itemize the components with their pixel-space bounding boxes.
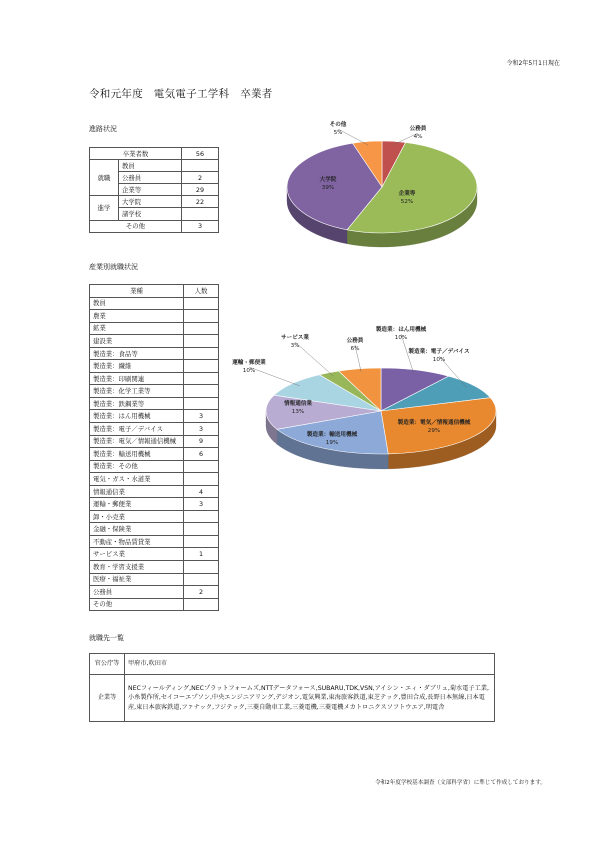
industry-row-label: 製造業：鉄鋼業等 xyxy=(90,397,184,410)
industry-row-label: 製造業：電気／情報通信機械 xyxy=(90,435,184,448)
industry-row-label: 製造業：はん用機械 xyxy=(90,410,184,423)
gov-value: 甲府市,吹田市 xyxy=(125,654,495,675)
table-row xyxy=(90,335,219,348)
table-row xyxy=(90,561,219,574)
industry-row-value xyxy=(184,347,219,360)
gov-label: 官公庁等 xyxy=(90,654,125,675)
table-row xyxy=(90,485,219,498)
table-row xyxy=(90,220,219,232)
industry-row-label: 金融・保険業 xyxy=(90,523,184,536)
slice-label: 大学院 xyxy=(319,177,337,183)
slice-percent: 13% xyxy=(291,409,305,415)
slice-label: 製造業：輸送用機械 xyxy=(306,432,358,438)
industry-table xyxy=(89,284,219,611)
table-row xyxy=(90,160,219,172)
industry-row-label: 医療・福祉業 xyxy=(90,573,184,586)
table-row xyxy=(90,397,219,410)
slice-percent: 4% xyxy=(413,134,423,140)
slice-percent: 10% xyxy=(394,335,408,341)
table-row xyxy=(90,385,219,398)
table-row xyxy=(90,548,219,561)
label-leader-line xyxy=(338,129,368,145)
industry-row-value xyxy=(184,535,219,548)
industry-pie-chart xyxy=(225,318,500,493)
slice-percent: 10% xyxy=(242,368,256,374)
slice-percent: 19% xyxy=(325,440,339,446)
industry-row-label: 情報通信業 xyxy=(90,485,184,498)
slice-label: 製造業：電気／情報通信機械 xyxy=(397,420,471,426)
industry-row-value: 6 xyxy=(184,448,219,461)
graduates-label: 卒業者数 xyxy=(90,148,182,160)
industry-row-label: 製造業：繊維 xyxy=(90,360,184,373)
section-industry-heading: 産業別就職状況 xyxy=(89,263,138,271)
table-header-row xyxy=(90,285,219,298)
career-table xyxy=(89,147,219,233)
footer-note: 令和2年度学校基本調査（文部科学省）に準じて作成しております。 xyxy=(375,780,546,786)
other-value: 3 xyxy=(182,220,219,232)
industry-row-value xyxy=(184,372,219,385)
section-employers-heading: 就職先一覧 xyxy=(89,634,124,642)
industry-row-value xyxy=(184,360,219,373)
industry-row-value xyxy=(184,523,219,536)
industry-row-value xyxy=(184,510,219,523)
table-row xyxy=(90,448,219,461)
table-row xyxy=(90,297,219,310)
industry-row-label: 電気・ガス・水道業 xyxy=(90,473,184,486)
slice-label: 情報通信業 xyxy=(284,401,312,407)
industry-row-label: サービス業 xyxy=(90,548,184,561)
industry-row-value: 1 xyxy=(184,548,219,561)
table-row xyxy=(90,372,219,385)
further-row-value xyxy=(182,208,219,220)
table-row xyxy=(90,573,219,586)
industry-row-value xyxy=(184,460,219,473)
industry-row-label: 教育・学習支援業 xyxy=(90,561,184,574)
further-row-label: 大学院 xyxy=(119,196,182,208)
employment-row-value: 29 xyxy=(182,184,219,196)
slice-label: 製造業：はん用機械 xyxy=(375,327,427,333)
slice-label: 製造業：電子／デバイス xyxy=(408,349,470,355)
industry-row-label: 製造業：電子／デバイス xyxy=(90,423,184,436)
industry-row-value xyxy=(184,561,219,574)
industry-row-label: 運輸・郵便業 xyxy=(90,498,184,511)
slice-percent: 6% xyxy=(350,346,360,352)
table-row xyxy=(90,498,219,511)
table-row xyxy=(90,460,219,473)
career-pie-chart xyxy=(270,115,495,255)
date-note: 令和2年5月1日現在 xyxy=(506,60,560,67)
slice-percent: 39% xyxy=(321,185,335,191)
table-row xyxy=(90,148,219,160)
table-row xyxy=(90,196,219,208)
employers-table xyxy=(89,653,495,722)
industry-row-value xyxy=(184,385,219,398)
table-row xyxy=(90,510,219,523)
industry-row-value: 3 xyxy=(184,423,219,436)
industry-row-label: 公務員 xyxy=(90,586,184,599)
slice-label: 公務員 xyxy=(409,126,427,132)
industry-row-label: 製造業：化学工業等 xyxy=(90,385,184,398)
industry-row-value: 4 xyxy=(184,485,219,498)
further-group-label: 進学 xyxy=(90,196,119,220)
slice-percent: 10% xyxy=(432,357,446,363)
industry-row-value: 3 xyxy=(184,498,219,511)
table-row xyxy=(90,322,219,335)
label-leader-line xyxy=(295,342,333,376)
industry-row-label: 農業 xyxy=(90,310,184,323)
table-row xyxy=(90,423,219,436)
header-count: 人数 xyxy=(184,285,219,298)
table-row xyxy=(90,654,495,675)
table-row xyxy=(90,435,219,448)
table-row xyxy=(90,347,219,360)
industry-row-label: 教員 xyxy=(90,297,184,310)
company-value: NECフィールディング,NECプラットフォームズ,NTTデータフォース,SUBARU,TDK,VSN,アイシン・エィ・ダブリュ,菊水電子工業,小糸製作所,セイコーエプソン,中央エンジニアリング,デジオン,電気興業,東海旅客鉄道,東芝テック,豊田合成,長野日本無線,日本電産,東日本旅客鉄道,ファナック,フジテック,三菱自動車工業,三菱電機,三菱電機メカトロニクスソフトウエア,明電舎 xyxy=(125,675,495,722)
page-title: 令和元年度 電気電子工学科 卒業者 xyxy=(89,88,273,100)
industry-row-value xyxy=(184,598,219,611)
industry-row-label: 鉱業 xyxy=(90,322,184,335)
slice-label: 企業等 xyxy=(398,191,416,197)
slice-label: サービス業 xyxy=(281,335,309,341)
further-row-value: 22 xyxy=(182,196,219,208)
industry-row-value xyxy=(184,310,219,323)
header-industry: 業種 xyxy=(90,285,184,298)
industry-row-label: 製造業：輸送用機械 xyxy=(90,448,184,461)
table-row xyxy=(90,360,219,373)
industry-row-value: 3 xyxy=(184,410,219,423)
label-leader-line xyxy=(249,367,299,386)
industry-row-label: その他 xyxy=(90,598,184,611)
industry-row-value: 2 xyxy=(184,586,219,599)
slice-percent: 29% xyxy=(427,428,441,434)
table-row xyxy=(90,586,219,599)
industry-row-label: 建設業 xyxy=(90,335,184,348)
table-row xyxy=(90,473,219,486)
industry-row-value: 9 xyxy=(184,435,219,448)
employment-row-label: 企業等 xyxy=(119,184,182,196)
slice-label: 公務員 xyxy=(346,338,364,344)
table-row xyxy=(90,310,219,323)
industry-row-value xyxy=(184,297,219,310)
table-row xyxy=(90,410,219,423)
slice-percent: 52% xyxy=(400,199,414,205)
slice-label: 運輸・郵便業 xyxy=(232,360,266,366)
industry-row-value xyxy=(184,322,219,335)
slice-percent: 3% xyxy=(290,343,300,349)
table-row xyxy=(90,675,495,722)
employment-row-value: 2 xyxy=(182,172,219,184)
industry-row-value xyxy=(184,335,219,348)
slice-label: その他 xyxy=(329,122,347,128)
section-career-heading: 進路状況 xyxy=(89,125,117,133)
industry-row-label: 卸・小売業 xyxy=(90,510,184,523)
further-row-label: 諸学校 xyxy=(119,208,182,220)
employment-row-label: 公務員 xyxy=(119,172,182,184)
industry-row-label: 製造業：食品等 xyxy=(90,347,184,360)
table-row xyxy=(90,598,219,611)
table-row xyxy=(90,535,219,548)
employment-row-label: 教員 xyxy=(119,160,182,172)
industry-row-value xyxy=(184,473,219,486)
industry-row-label: 製造業：印刷関連 xyxy=(90,372,184,385)
employment-group-label: 就職 xyxy=(90,160,119,196)
industry-row-value xyxy=(184,397,219,410)
company-label: 企業等 xyxy=(90,675,125,722)
table-row xyxy=(90,523,219,536)
employment-row-value xyxy=(182,160,219,172)
other-label: その他 xyxy=(90,220,182,232)
slice-percent: 5% xyxy=(333,130,343,136)
industry-row-value xyxy=(184,573,219,586)
industry-row-label: 不動産・物品賃貸業 xyxy=(90,535,184,548)
industry-row-label: 製造業：その他 xyxy=(90,460,184,473)
graduates-value: 56 xyxy=(182,148,219,160)
